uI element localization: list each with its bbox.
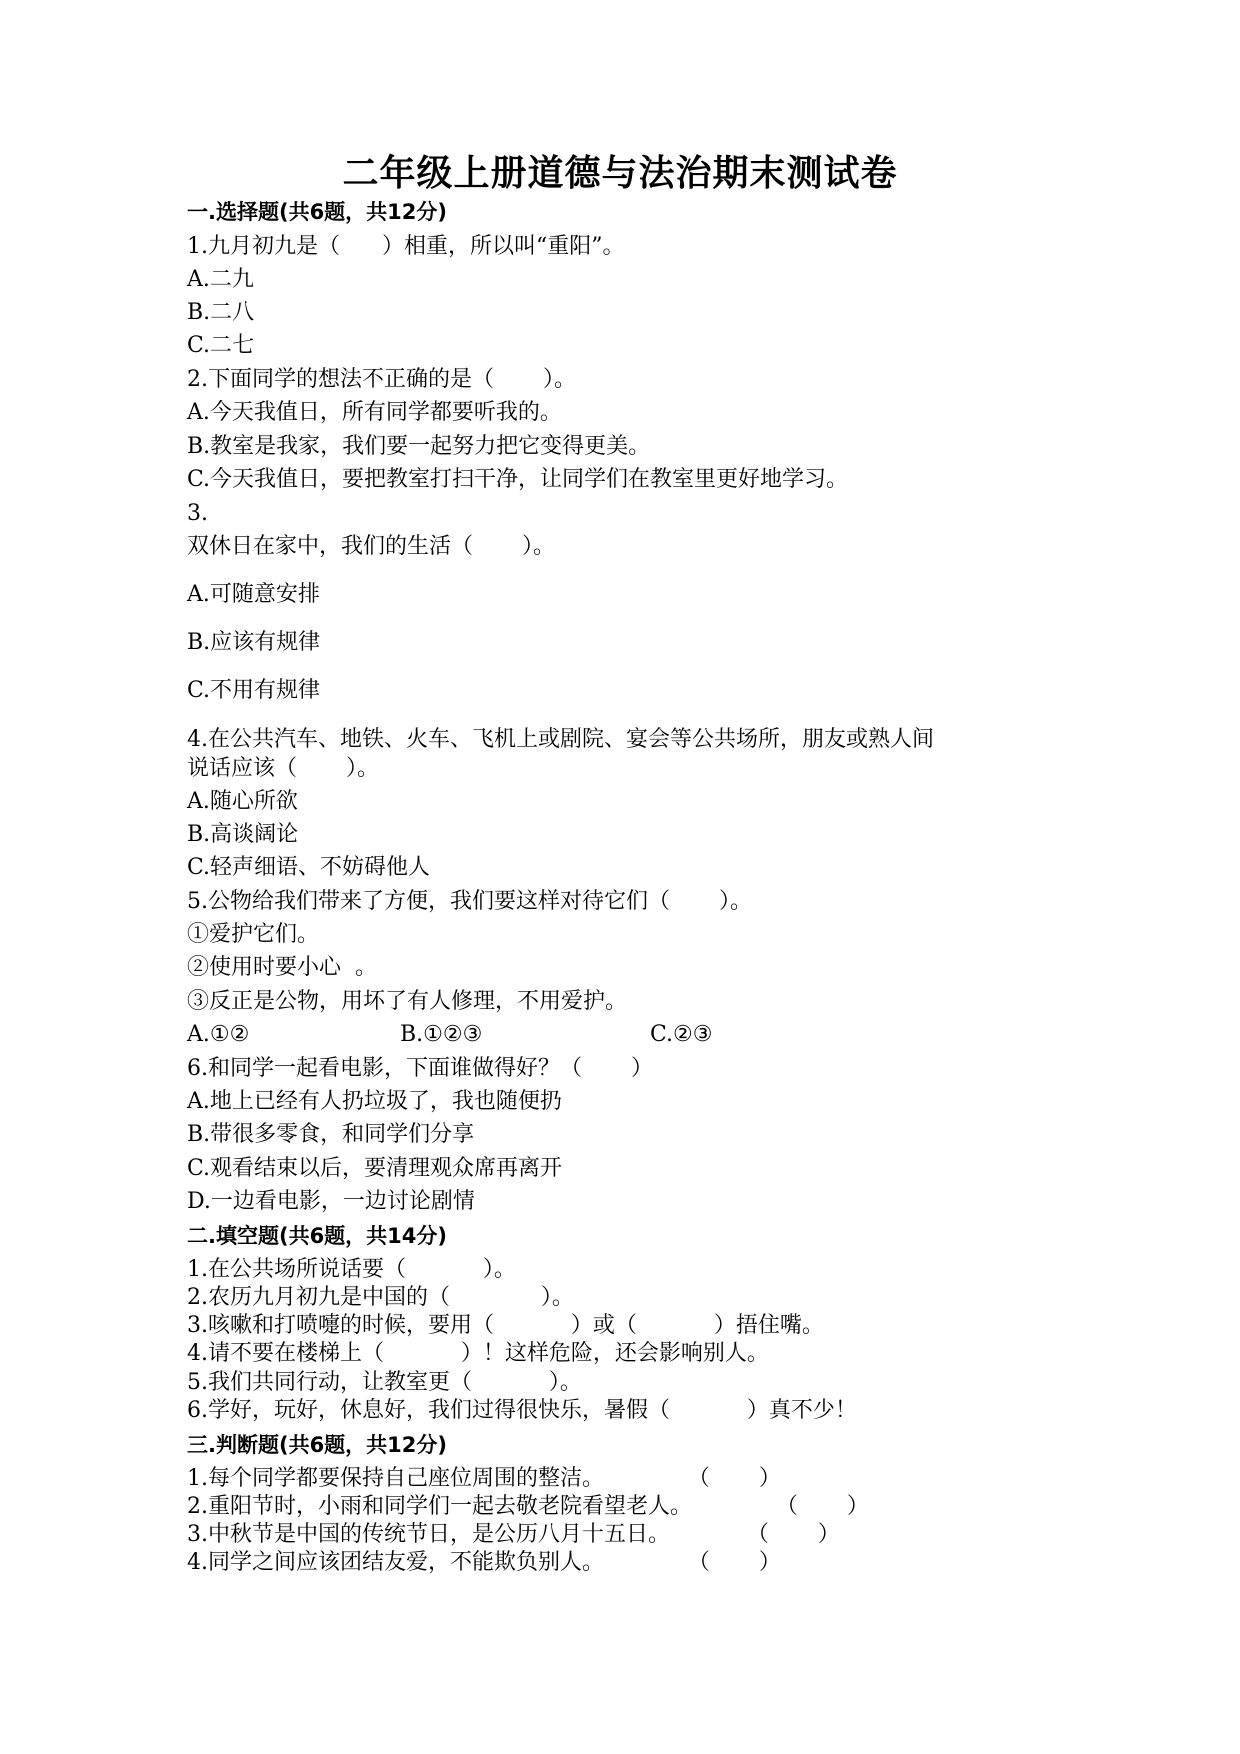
choice-q2-option-c: C.今天我值日，要把教室打扫干净，让同学们在教室里更好地学习。 (187, 467, 849, 492)
choice-q1-option-c: C.二七 (187, 333, 255, 358)
choice-q3-option-c: C.不用有规律 (187, 678, 321, 703)
choice-q2-option-b: B.教室是我家，我们要一起努力把它变得更美。 (187, 434, 651, 459)
choice-q6-option-d: D.一边看电影，一边讨论剧情 (187, 1189, 475, 1214)
judge-q3: 3.中秋节是中国的传统节日，是公历八月十五日。 （ ） (187, 1522, 840, 1547)
choice-q6-option-b: B.带很多零食，和同学们分享 (187, 1122, 475, 1147)
choice-q1-option-a: A.二九 (187, 267, 254, 292)
choice-q1-option-b: B.二八 (187, 300, 255, 325)
judge-q1: 1.每个同学都要保持自己座位周围的整洁。 （ ） (187, 1466, 781, 1491)
choice-q5-option-c: C.②③ (650, 1022, 713, 1047)
choice-q3-option-b: B.应该有规律 (187, 630, 321, 655)
choice-q3-option-a: A.可随意安排 (187, 582, 320, 607)
choice-q6-option-c: C.观看结束以后，要清理观众席再离开 (187, 1156, 563, 1181)
choice-q4-option-a: A.随心所欲 (187, 789, 298, 814)
choice-q2-option-a: A.今天我值日，所有同学都要听我的。 (187, 400, 562, 425)
fill-q4: 4.请不要在楼梯上（ ）！这样危险，还会影响别人。 (187, 1341, 769, 1366)
fill-q6: 6.学好，玩好，休息好，我们过得很快乐，暑假（ ）真不少！ (187, 1398, 857, 1423)
section-heading-true-false: 三.判断题(共6题，共12分) (187, 1433, 448, 1457)
choice-q1-stem: 1.九月初九是（ ）相重，所以叫“重阳”。 (187, 234, 625, 259)
choice-q3-number: 3. (187, 501, 208, 526)
choice-q5-stem: 5.公物给我们带来了方便，我们要这样对待它们（ ）。 (187, 889, 752, 914)
choice-q2-stem: 2.下面同学的想法不正确的是（ ）。 (187, 367, 576, 392)
fill-q3: 3.咳嗽和打喷嚏的时候，要用（ ）或（ ）捂住嘴。 (187, 1313, 824, 1338)
choice-q5-option-a: A.①② (187, 1022, 250, 1047)
choice-q4-option-c: C.轻声细语、不妨碍他人 (187, 855, 431, 880)
page-title: 二年级上册道德与法治期末测试卷 (342, 153, 898, 194)
choice-q5-statement-1: ①爱护它们。 (187, 922, 320, 947)
choice-q3-stem: 双休日在家中，我们的生活（ ）。 (187, 534, 555, 559)
choice-q5-statement-2: ②使用时要小心 。 (187, 955, 377, 980)
choice-q6-option-a: A.地上已经有人扔垃圾了，我也随便扔 (187, 1089, 562, 1114)
choice-q6-stem: 6.和同学一起看电影，下面谁做得好？（ ） (187, 1056, 653, 1081)
fill-q5: 5.我们共同行动，让教室更（ ）。 (187, 1370, 582, 1395)
choice-q5-statement-3: ③反正是公物，用坏了有人修理，不用爱护。 (187, 989, 628, 1014)
section-heading-choice: 一.选择题(共6题，共12分) (187, 200, 448, 224)
choice-q4-stem-line1: 4.在公共汽车、地铁、火车、飞机上或剧院、宴会等公共场所，朋友或熟人间 (187, 727, 934, 752)
choice-q5-option-b: B.①②③ (400, 1022, 483, 1047)
fill-q1: 1.在公共场所说话要（ ）。 (187, 1257, 516, 1282)
judge-q2: 2.重阳节时，小雨和同学们一起去敬老院看望老人。 （ ） (187, 1494, 869, 1519)
fill-q2: 2.农历九月初九是中国的（ ）。 (187, 1285, 574, 1310)
judge-q4: 4.同学之间应该团结友爱，不能欺负别人。 （ ） (187, 1550, 781, 1575)
choice-q4-stem-line2: 说话应该（ ）。 (187, 756, 379, 781)
section-heading-fill-blank: 二.填空题(共6题，共14分) (187, 1224, 448, 1248)
choice-q4-option-b: B.高谈阔论 (187, 822, 299, 847)
